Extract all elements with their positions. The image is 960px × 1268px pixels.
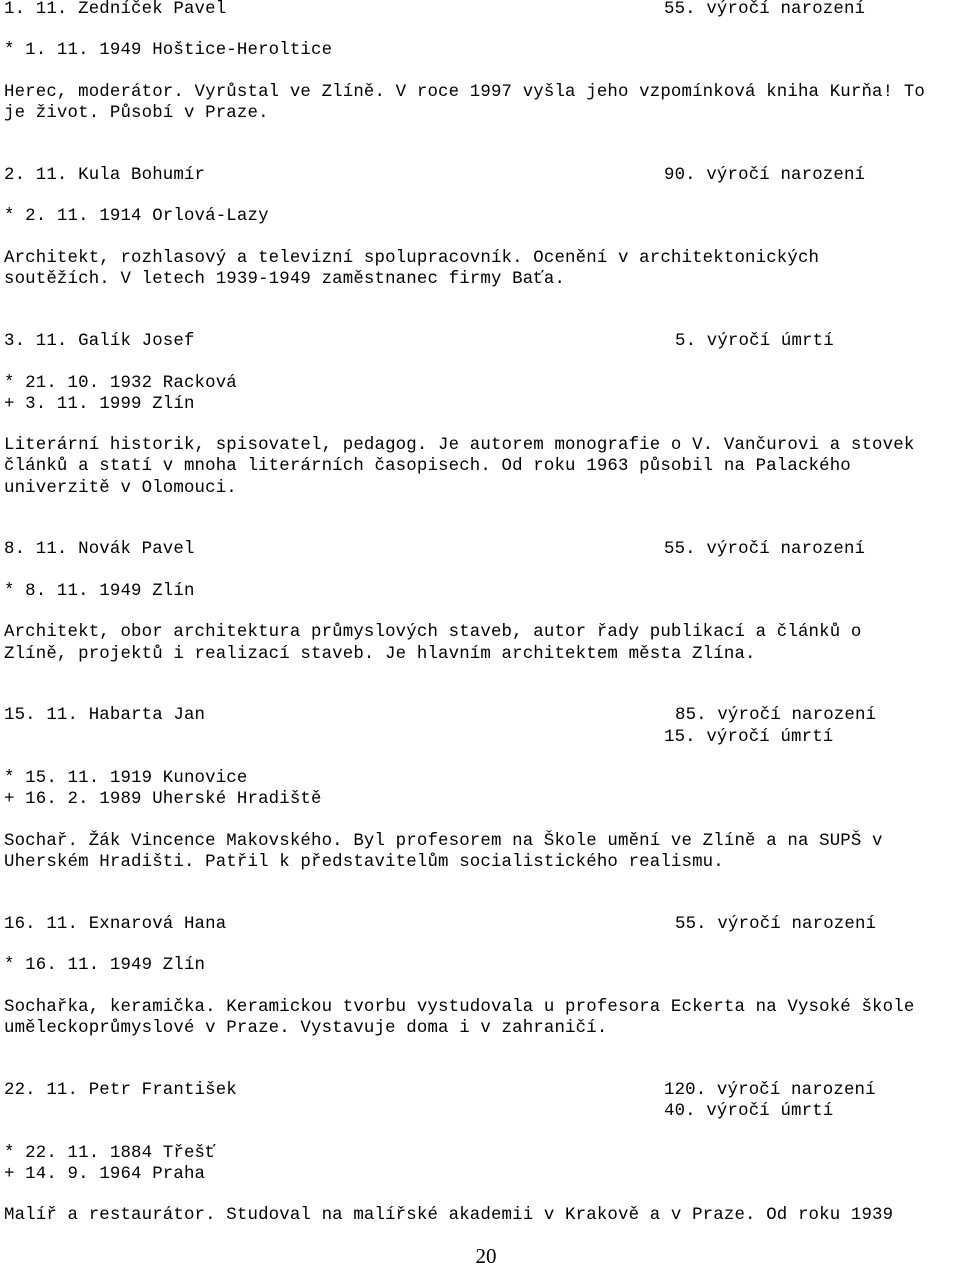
entry-death-date: + 14. 9. 1964 Praha (4, 1165, 206, 1184)
entry-heading-name: 22. 11. Petr František (4, 1081, 237, 1100)
entry-birth-date: * 2. 11. 1914 Orlová-Lazy (4, 207, 269, 226)
entry-heading-name: 2. 11. Kula Bohumír (4, 166, 206, 185)
entry-birth-date: * 1. 11. 1949 Hoštice-Heroltice (4, 41, 333, 60)
entry-bio-line: Architekt, rozhlasový a televizní spolupracovník. Ocenění v architektonických (4, 249, 820, 268)
entry-birth-date: * 15. 11. 1919 Kunovice (4, 769, 248, 788)
entry-bio-line: je život. Působí v Praze. (4, 104, 269, 123)
entry-heading-name: 8. 11. Novák Pavel (4, 540, 195, 559)
entry-bio-line: soutěžích. V letech 1939-1949 zaměstnanec firmy Baťa. (4, 270, 566, 289)
entry-bio-line: univerzitě v Olomouci. (4, 479, 237, 498)
entry-bio-line: článků a statí v mnoha literárních časopisech. Od roku 1963 působil na Palackého (4, 457, 851, 476)
entry-anniversary: 55. výročí narození (675, 915, 877, 934)
entry-anniversary: 5. výročí úmrtí (675, 332, 834, 351)
entry-bio-line: Herec, moderátor. Vyrůstal ve Zlíně. V roce 1997 vyšla jeho vzpomínková kniha Kurňa! To (4, 83, 925, 102)
entry-heading-name: 15. 11. Habarta Jan (4, 706, 206, 725)
entry-anniversary: 55. výročí narození (664, 0, 866, 19)
entry-birth-date: * 22. 11. 1884 Třešť (4, 1144, 216, 1163)
entry-heading-name: 1. 11. Zedníček Pavel (4, 0, 227, 19)
entry-bio-line: Uherském Hradišti. Patřil k představitelům socialistického realismu. (4, 853, 724, 872)
entry-bio-line: Sochař. Žák Vincence Makovského. Byl profesorem na Škole umění ve Zlíně a na SUPŠ v (4, 832, 883, 851)
page-number: 20 (475, 1244, 497, 1268)
entry-death-date: + 3. 11. 1999 Zlín (4, 395, 195, 414)
entry-birth-date: * 16. 11. 1949 Zlín (4, 956, 206, 975)
entry-anniversary: 85. výročí narození (675, 706, 877, 725)
entry-bio-line: Malíř a restaurátor. Studoval na malířské akademii v Krakově a v Praze. Od roku 1939 (4, 1206, 894, 1225)
entry-bio-line: uměleckoprůmyslové v Praze. Vystavuje doma i v zahraničí. (4, 1019, 608, 1038)
entry-anniversary: 15. výročí úmrtí (664, 728, 834, 747)
entry-anniversary: 120. výročí narození (664, 1081, 876, 1100)
entry-bio-line: Sochařka, keramička. Keramickou tvorbu vystudovala u profesora Eckerta na Vysoké škole (4, 998, 915, 1017)
entry-bio-line: Zlíně, projektů i realizací staveb. Je hlavním architektem města Zlína. (4, 645, 756, 664)
entry-birth-date: * 8. 11. 1949 Zlín (4, 582, 195, 601)
entry-bio-line: Architekt, obor architektura průmyslových staveb, autor řady publikací a článků o (4, 623, 862, 642)
entry-anniversary: 55. výročí narození (664, 540, 866, 559)
entry-anniversary: 90. výročí narození (664, 166, 866, 185)
entry-bio-line: Literární historik, spisovatel, pedagog. Je autorem monografie o V. Vančurovi a stovek (4, 436, 915, 455)
entry-heading-name: 16. 11. Exnarová Hana (4, 915, 227, 934)
entry-heading-name: 3. 11. Galík Josef (4, 332, 195, 351)
entry-death-date: + 16. 2. 1989 Uherské Hradiště (4, 790, 322, 809)
entry-birth-date: * 21. 10. 1932 Racková (4, 374, 237, 393)
entry-anniversary: 40. výročí úmrtí (664, 1102, 834, 1121)
